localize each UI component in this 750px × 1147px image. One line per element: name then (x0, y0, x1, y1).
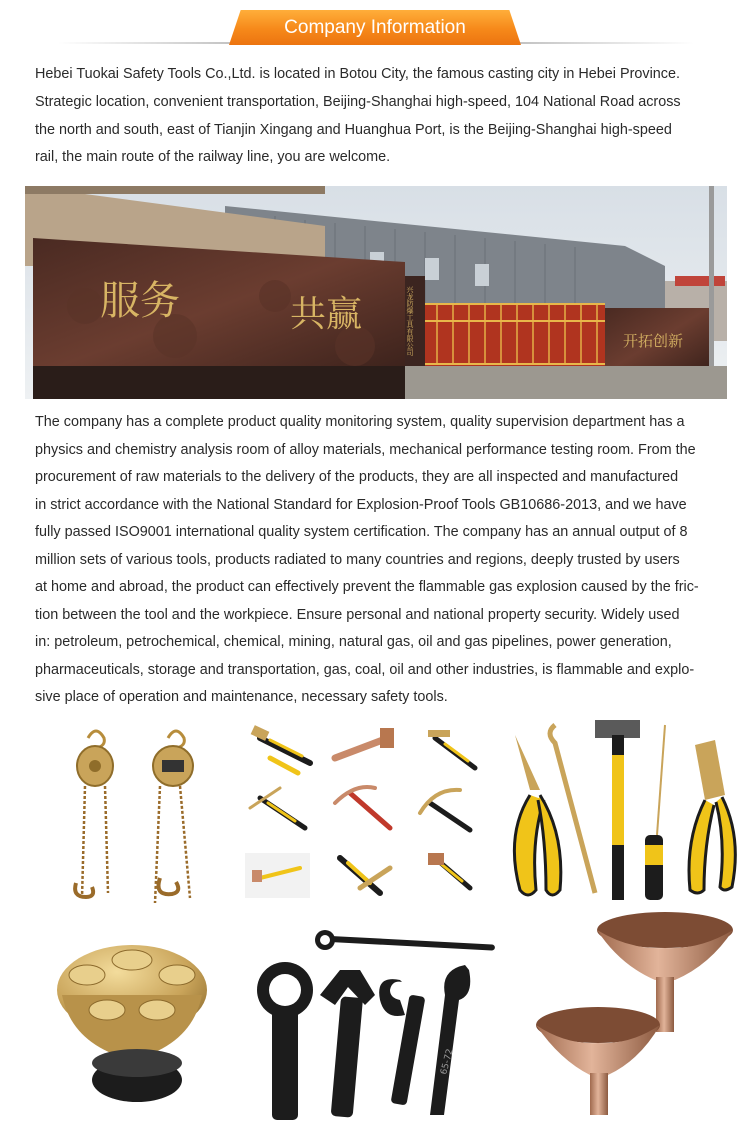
company-description (35, 409, 725, 712)
product-chain-hoists (40, 718, 225, 913)
body-line: pharmaceuticals, storage and transportation, gas, coal, oil and other industries, is flammable and explo- (35, 661, 695, 678)
body-line: in strict accordance with the National Standard for Explosion-Proof Tools GB10686-2013, and we have (35, 496, 687, 513)
product-copper-funnels (530, 905, 740, 1120)
body-line: tion between the tool and the workpiece. Ensure personal and national property security. Widely used (35, 606, 680, 623)
wrench-size-label: 65-72 (439, 1047, 456, 1076)
section-title: Company Information (284, 17, 466, 38)
product-pliers-sledge (500, 715, 740, 915)
body-line: sive place of operation and maintenance, necessary safety tools. (35, 689, 448, 705)
product-wrenches (250, 925, 495, 1125)
wall-slogan-left: 服务 (100, 278, 180, 324)
body-line: in: petroleum, petrochemical, chemical, mining, natural gas, oil and gas pipelines, power generation, (35, 634, 672, 650)
wall-slogan-right: 共赢 (290, 294, 363, 335)
body-line: The company has a complete product quality monitoring system, quality supervision department has a (35, 414, 685, 430)
intro-paragraph (35, 61, 725, 172)
wall-slogan-far-right: 开拓创新 (623, 332, 684, 350)
body-line: at home and abroad, the product can effectively prevent the flammable gas explosion caused by the fric- (35, 579, 699, 595)
intro-line: rail, the main route of the railway line, you are welcome. (35, 149, 391, 166)
factory-photo (25, 186, 727, 399)
pillar-sign: 兴龙防爆工具有限公司 (406, 286, 414, 356)
intro-line: Strategic location, convenient transportation, Beijing-Shanghai high-speed, 104 National Road across (35, 93, 681, 110)
body-line: procurement of raw materials to the delivery of the products, they are all inspected and manufactured (35, 469, 679, 485)
intro-line: the north and south, east of Tianjin Xingang and Huanghua Port, is the Beijing-Shanghai high-speed (35, 121, 672, 138)
body-line: physics and chemistry analysis room of alloy materials, mechanical performance testing room. From the (35, 441, 696, 458)
body-line: fully passed ISO9001 international quality system certification. The company has an annual output of 8 (35, 524, 688, 540)
intro-line: Hebei Tuokai Safety Tools Co.,Ltd. is located in Botou City, the famous casting city in Hebei Province. (35, 66, 680, 82)
product-hammers-picks (240, 718, 490, 913)
product-drill-bit (52, 935, 212, 1110)
body-line: million sets of various tools, products radiated to many countries and regions, deeply trusted by users (35, 551, 680, 568)
